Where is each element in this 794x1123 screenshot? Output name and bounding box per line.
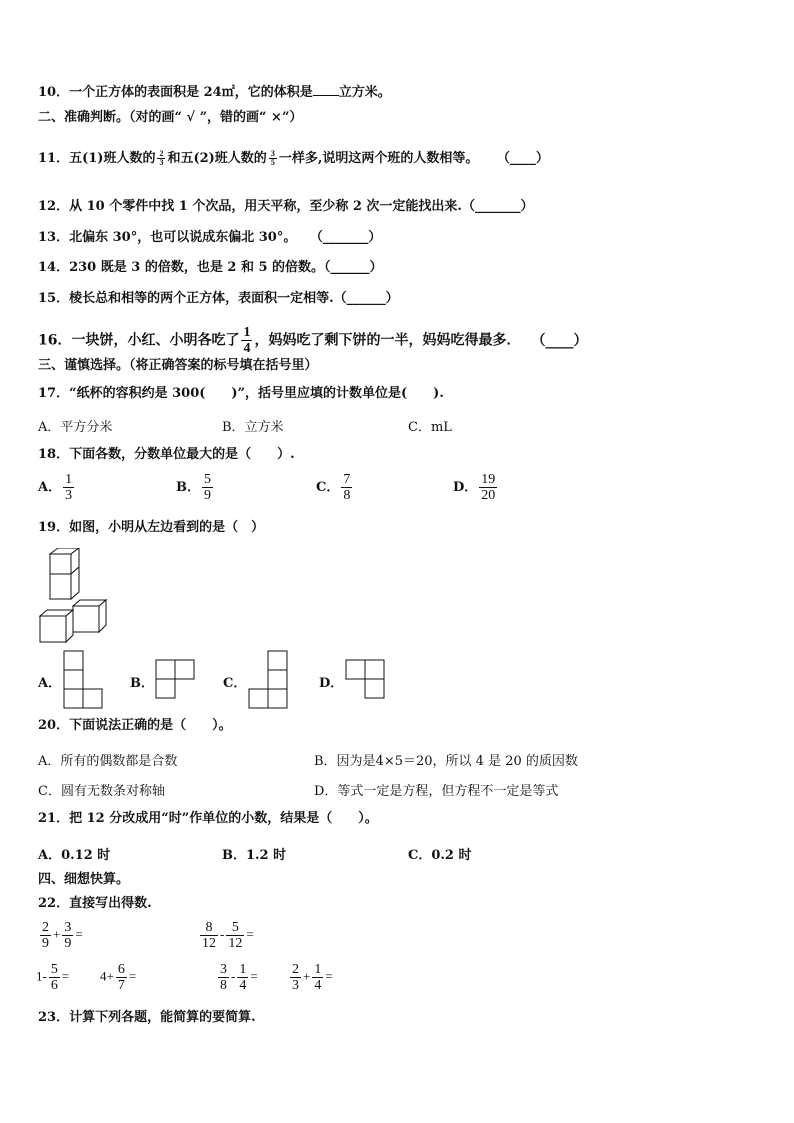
question-10: 10．一个正方体的表面积是 24㎡，它的体积是 立方米。 xyxy=(38,85,391,100)
question-17: 17．“纸杯的容积约是 300( )”，括号里应填的计数单位是( ). xyxy=(38,386,444,401)
question-18: 18．下面各数，分数单位最大的是（ ）. xyxy=(38,447,295,462)
question-15: 15．棱长总和相等的两个正方体，表面积一定相等.（______） xyxy=(38,291,399,306)
option-a[interactable]: A． $\frac{1}{3}$ xyxy=(38,472,73,503)
expression-4: 4+ $\frac{6}{7}$ = xyxy=(100,962,137,993)
option-d[interactable]: D． $\frac{19}{20}$ xyxy=(453,472,496,503)
option-b[interactable]: B．立方米 xyxy=(222,420,284,435)
option-b-figure xyxy=(155,659,197,701)
option-d[interactable]: D．等式一定是方程，但方程不一定是等式 xyxy=(314,784,559,799)
question-22: 22．直接写出得数. xyxy=(38,896,152,911)
option-c[interactable]: C． $\frac{7}{8}$ xyxy=(316,472,351,503)
question-16: 16．一块饼，小红、小明各吃了 $\frac{1}{4}$ ，妈妈吃了剩下饼的一半，妈妈吃得最多． （____） xyxy=(38,325,588,356)
expression-2: $\frac{8}{12}$ - $\frac{5}{12}$ = xyxy=(202,920,254,951)
answer-parens[interactable]: （_______） xyxy=(316,230,382,245)
option-b[interactable]: B．1.2 时 xyxy=(222,848,287,863)
question-20: 20．下面说法正确的是（ ）。 xyxy=(38,718,232,733)
option-d[interactable]: D． xyxy=(319,676,344,691)
option-b[interactable]: B． $\frac{5}{9}$ xyxy=(176,472,211,503)
option-c[interactable]: C． xyxy=(223,676,247,691)
option-d-figure xyxy=(345,659,387,701)
fraction: $\frac{3}{5}$ xyxy=(270,149,275,167)
option-c[interactable]: C．mL xyxy=(408,420,452,435)
answer-blank[interactable] xyxy=(313,83,339,96)
question-13: 13．北偏东 30°，也可以说成东偏北 30°。 （_______） xyxy=(38,230,382,245)
question-12: 12．从 10 个零件中找 1 个次品，用天平称，至少称 2 次一定能找出来.（_______） xyxy=(38,199,534,214)
expression-1: $\frac{2}{9}$ + $\frac{3}{9}$ = xyxy=(42,920,83,951)
answer-parens[interactable]: （____） xyxy=(496,151,549,166)
question-23: 23．计算下列各题，能简算的要简算. xyxy=(38,1010,256,1025)
option-a[interactable]: A．0.12 时 xyxy=(38,848,111,863)
question-19: 19．如图，小明从左边看到的是（ ） xyxy=(38,520,265,535)
question-21: 21．把 12 分改成用“时”作单位的小数，结果是（ ）。 xyxy=(38,811,378,826)
expression-5: $\frac{3}{8}$ - $\frac{1}{4}$ = xyxy=(220,962,258,993)
fraction: $\frac{2}{3}$ xyxy=(159,149,164,167)
option-a-figure xyxy=(63,650,105,710)
section-2-heading: 二、准确判断。（对的画“ √ ”，错的画“ ×”） xyxy=(38,110,303,125)
option-a[interactable]: A．所有的偶数都是合数 xyxy=(38,754,178,769)
cube-stack-figure xyxy=(36,548,110,646)
option-a[interactable]: A． xyxy=(38,676,62,691)
question-14: 14．230 既是 3 的倍数，也是 2 和 5 的倍数。（______） xyxy=(38,260,383,275)
option-a[interactable]: A．平方分米 xyxy=(38,420,113,435)
option-c[interactable]: C．0.2 时 xyxy=(408,848,472,863)
expression-3: 1- $\frac{5}{6}$ = xyxy=(36,962,70,993)
option-b[interactable]: B． xyxy=(130,676,154,691)
option-b[interactable]: B．因为是4×5＝20，所以 4 是 20 的质因数 xyxy=(314,754,578,769)
section-4-heading: 四、细想快算。 xyxy=(38,872,130,887)
expression-6: $\frac{2}{3}$ + $\frac{1}{4}$ = xyxy=(292,962,333,993)
section-3-heading: 三、谨慎选择。（将正确答案的标号填在括号里） xyxy=(38,358,318,373)
fraction: $\frac{1}{4}$ xyxy=(243,325,251,356)
question-11: 11．五(1)班人数的 $\frac{2}{3}$ 和五(2)班人数的 $\frac{3}{5}$ 一样多,说明这两个班的人数相等。 （____） xyxy=(38,149,549,167)
option-c-figure xyxy=(248,650,290,710)
option-c[interactable]: C．圆有无数条对称轴 xyxy=(38,784,165,799)
answer-parens[interactable]: （____） xyxy=(538,332,588,349)
